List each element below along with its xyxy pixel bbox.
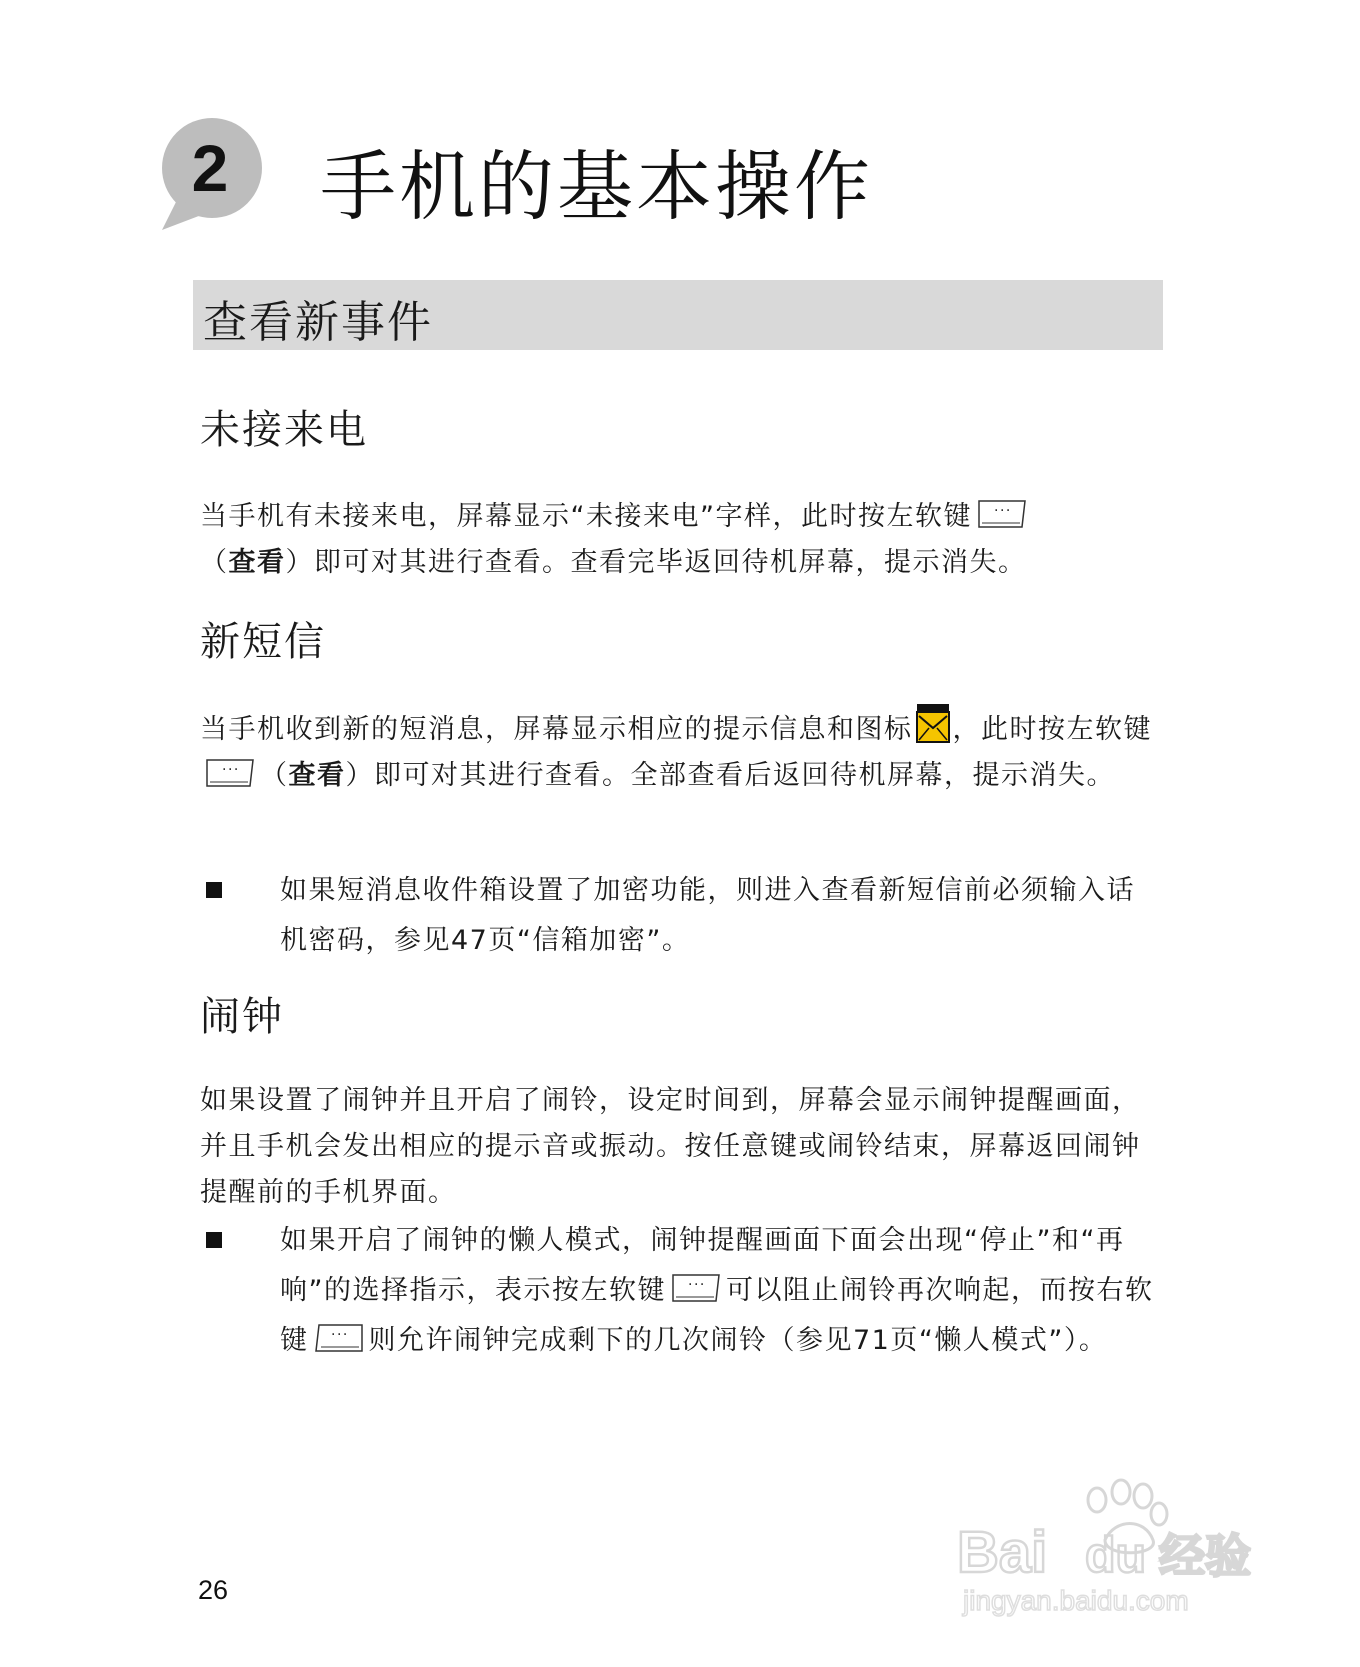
alarm-heading: 闹钟 — [200, 994, 284, 1040]
missed-calls-heading: 未接来电 — [200, 407, 368, 453]
svg-text:Bai: Bai — [957, 1520, 1048, 1585]
missed-calls-view-label: 查看 — [228, 547, 286, 578]
svg-text:···: ··· — [993, 503, 1012, 519]
new-sms-heading: 新短信 — [200, 619, 326, 665]
envelope-icon — [915, 704, 951, 744]
alarm-note-text-3: 则允许闹钟完成剩下的几次闹铃（参见71页“懒人模式”）。 — [368, 1325, 1108, 1356]
new-sms-paragraph — [200, 704, 1160, 799]
bullet-square-icon — [206, 882, 222, 898]
missed-calls-text-1: 当手机有未接来电，屏幕显示“未接来电”字样，此时按左软键 — [200, 501, 972, 532]
svg-text:du: du — [1085, 1527, 1147, 1583]
svg-text:jingyan.baidu.com: jingyan.baidu.com — [963, 1585, 1189, 1616]
new-sms-view-label: 查看 — [288, 760, 346, 791]
page-number: 26 — [198, 1575, 229, 1605]
new-sms-text-1: 当手机收到新的短消息，屏幕显示相应的提示信息和图标 — [200, 714, 913, 745]
bullet-square-icon — [206, 1232, 222, 1248]
new-sms-text-2: ，此时按左软键 — [952, 714, 1152, 745]
new-sms-text-3-open: （ — [260, 760, 289, 791]
svg-text:···: ··· — [688, 1277, 706, 1293]
alarm-note — [200, 1216, 1160, 1366]
svg-text:···: ··· — [222, 762, 240, 778]
new-sms-text-3: ）即可对其进行查看。全部查看后返回待机屏幕，提示消失。 — [345, 760, 1115, 791]
baidu-jingyan-watermark — [955, 1460, 1285, 1620]
section-header — [193, 280, 1163, 350]
missed-calls-paragraph — [200, 494, 1160, 586]
right-soft-key-icon — [313, 1323, 365, 1353]
missed-calls-text-2-open: （ — [200, 547, 229, 578]
missed-calls-text-2: ）即可对其进行查看。查看完毕返回待机屏幕，提示消失。 — [285, 547, 1027, 578]
alarm-note-text-2: 可以阻止闹铃再次响起，而按右软键 — [280, 1275, 1154, 1356]
section-title: 查看新事件 — [203, 297, 433, 348]
left-soft-key-icon — [976, 499, 1028, 529]
left-soft-key-icon — [204, 758, 256, 788]
alarm-paragraph: 如果设置了闹钟并且开启了闹铃，设定时间到，屏幕会显示闹钟提醒画面，并且手机会发出相应的提示音或振动。按任意键或闹铃结束，屏幕返回闹钟提醒前的手机界面。 — [200, 1085, 1141, 1208]
alarm-note-text — [280, 1216, 1160, 1366]
left-soft-key-icon — [670, 1273, 722, 1303]
svg-text:经验: 经验 — [1159, 1529, 1251, 1583]
new-sms-note — [200, 866, 1160, 966]
new-sms-note-text: 如果短消息收件箱设置了加密功能，则进入查看新短信前必须输入话机密码，参见47页“信箱加密”。 — [280, 875, 1135, 956]
chapter-title: 手机的基本操作 — [320, 142, 873, 231]
alarm-note-text-1: 如果开启了闹钟的懒人模式，闹钟提醒画面下面会出现“停止”和“再响”的选择指示，表示按左软键 — [280, 1225, 1125, 1306]
chapter-number: 2 — [191, 131, 229, 205]
svg-text:···: ··· — [330, 1327, 349, 1343]
